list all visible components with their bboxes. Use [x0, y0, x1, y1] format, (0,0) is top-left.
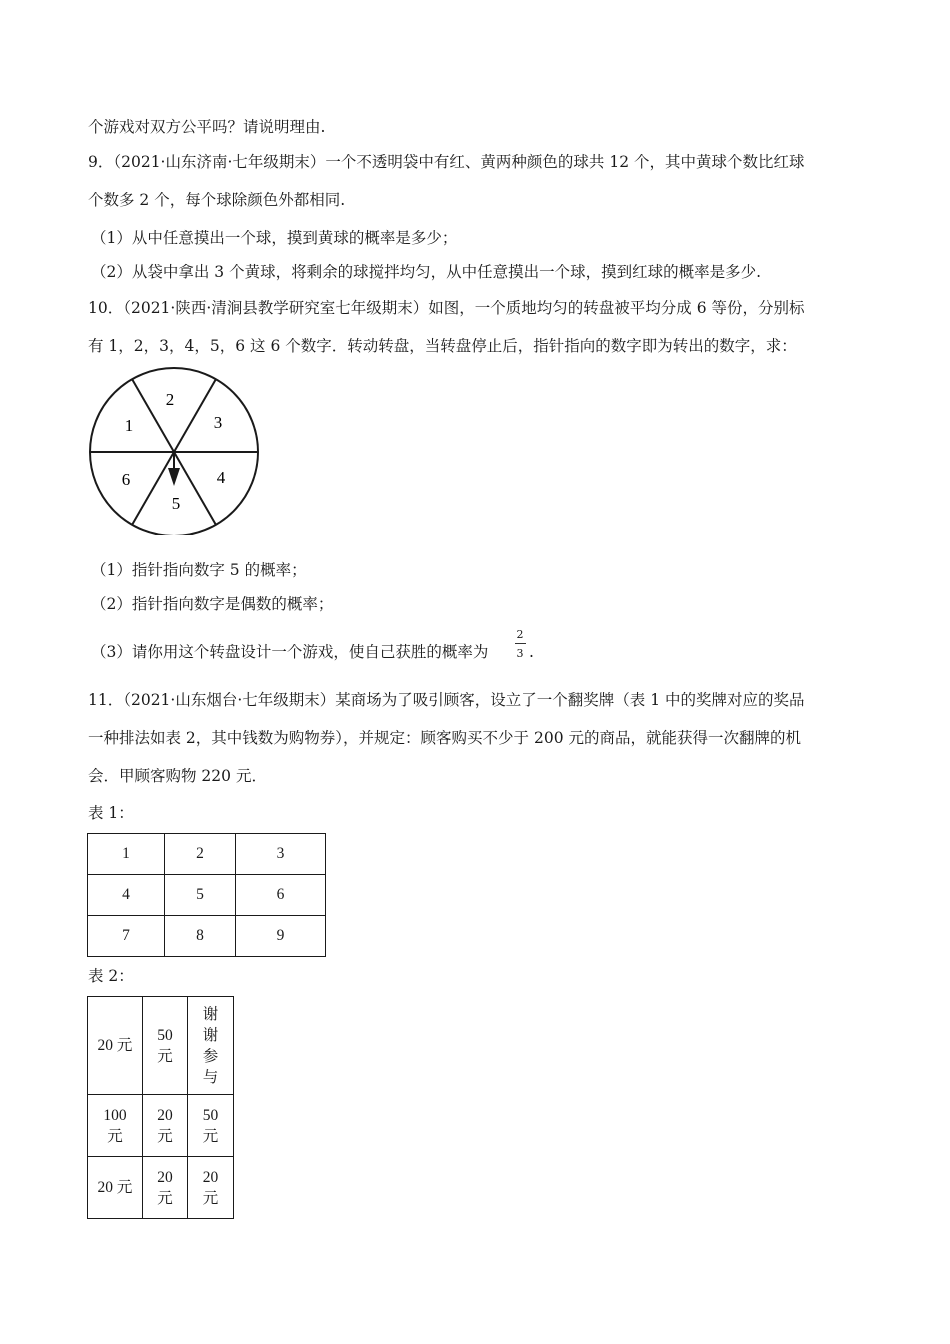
sector-label-2: 2: [165, 390, 175, 409]
table-row: [88, 1095, 234, 1157]
spinner-pointer-arrow-icon: [168, 468, 180, 486]
table-row: [88, 834, 326, 875]
table-cell: 5: [165, 875, 236, 916]
fraction-numerator: 2: [516, 628, 524, 641]
sector-label-3: 3: [213, 413, 223, 432]
q11-line1: 11．（2021·山东烟台·七年级期末）某商场为了吸引顾客，设立了一个翻奖牌（表 1 中的奖牌对应的奖品: [88, 691, 805, 709]
q10-part3-period: .: [529, 643, 534, 661]
prize-card-table: [87, 833, 326, 957]
table-cell: 20 元: [88, 1157, 143, 1219]
table-row: [88, 916, 326, 957]
table-cell: 3: [236, 834, 326, 875]
table-cell: 100 元: [88, 1095, 143, 1157]
table-cell: 50 元: [143, 997, 188, 1095]
q9-line1: 9．（2021·山东济南·七年级期末）一个不透明袋中有红、黄两种颜色的球共 12 个，其中黄球个数比红球: [88, 153, 805, 171]
table2-label: 表 2：: [88, 967, 134, 985]
q10-part3: （3）请你用这个转盘设计一个游戏，使自己获胜的概率为: [91, 643, 489, 661]
table-cell: 20 元: [143, 1157, 188, 1219]
q11-line3: 会．甲顾客购物 220 元．: [88, 767, 267, 785]
q9-part1: （1）从中任意摸出一个球，摸到黄球的概率是多少；: [91, 229, 458, 247]
table-row: [88, 997, 234, 1095]
q9-line2: 个数多 2 个，每个球除颜色外都相同.: [88, 191, 346, 209]
prize-arrangement-table: [87, 996, 234, 1219]
fraction-denominator: 3: [516, 647, 524, 660]
table-cell: 8: [165, 916, 236, 957]
table-row: [88, 875, 326, 916]
sector-label-1: 1: [124, 416, 134, 435]
table-cell: 2: [165, 834, 236, 875]
table-cell: 20 元: [143, 1095, 188, 1157]
table-cell: 4: [88, 875, 165, 916]
sector-label-6: 6: [121, 470, 131, 489]
table-cell: 1: [88, 834, 165, 875]
table-cell: 谢谢参与: [188, 997, 234, 1095]
sector-label-4: 4: [216, 468, 226, 487]
q11-line2: 一种排法如表 2，其中钱数为购物券），并规定：顾客购买不少于 200 元的商品，就能获得一次翻牌的机: [88, 729, 801, 747]
spinner-figure: [88, 365, 268, 535]
fraction-bar: [515, 643, 526, 644]
table1-label: 表 1：: [88, 804, 134, 822]
table-row: [88, 1157, 234, 1219]
table-cell: 9: [236, 916, 326, 957]
q9-part2: （2）从袋中拿出 3 个黄球，将剩余的球搅拌均匀，从中任意摸出一个球，摸到红球的概率是多少.: [91, 263, 762, 281]
q10-line2: 有 1，2，3，4，5，6 这 6 个数字．转动转盘，当转盘停止后，指针指向的数字即为转出的数字，求：: [88, 337, 797, 355]
table-cell: 20 元: [88, 997, 143, 1095]
q10-line1: 10．（2021·陕西·清涧县教学研究室七年级期末）如图，一个质地均匀的转盘被平均分成 6 等份，分别标: [88, 299, 805, 317]
table-cell: 7: [88, 916, 165, 957]
sector-label-5: 5: [171, 494, 181, 513]
table-cell: 50 元: [188, 1095, 234, 1157]
table-cell: 20 元: [188, 1157, 234, 1219]
continued-line: 个游戏对双方公平吗？请说明理由.: [88, 118, 326, 136]
table-cell: 6: [236, 875, 326, 916]
q10-part2: （2）指针指向数字是偶数的概率；: [91, 595, 334, 613]
q10-part1: （1）指针指向数字 5 的概率；: [91, 561, 307, 579]
